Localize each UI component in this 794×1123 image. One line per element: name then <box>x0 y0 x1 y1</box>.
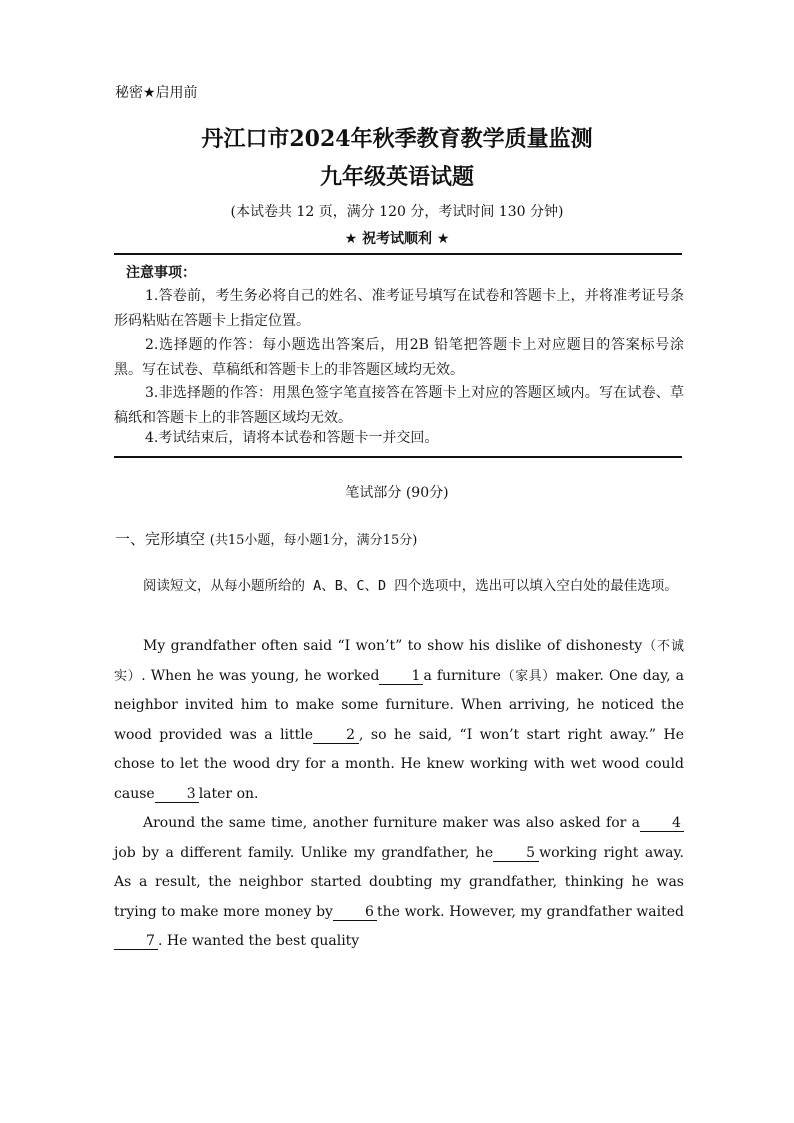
passage-text: . When he was young, he worked <box>141 667 380 684</box>
blank-3: 3 <box>155 786 199 803</box>
gloss-text: （家具） <box>500 668 556 684</box>
passage-text: working right away. As a result, the neighbor started doubting my grandfather, thinking he was trying to make more money by <box>114 844 684 920</box>
blank-2: 2 <box>313 727 359 744</box>
exam-meta: (本试卷共 12 页，满分 120 分，考试时间 130 分钟) <box>230 204 564 220</box>
blank-7: 7 <box>114 933 158 950</box>
gloss-text: （不诚实） <box>114 639 684 684</box>
blank-4: 4 <box>640 815 684 832</box>
passage <box>114 632 684 957</box>
good-luck-line: ★ 祝考试顺利 ★ <box>344 231 450 247</box>
confidential-label: 秘密★启用前 <box>115 85 198 101</box>
notice-item: 2.选择题的作答：每小题选出答案后，用2B 铅笔把答题卡上对应题目的答案标号涂黑。写在试卷、草稿纸和答题卡上的非答题区域均无效。 <box>114 337 684 378</box>
passage-text: My grandfather often said “I won’t” to show his dislike of dishonesty <box>143 638 643 654</box>
exam-subtitle: 九年级英语试题 <box>319 164 474 190</box>
part-heading-note: (共15小题，每小题1分，满分15分) <box>209 533 418 548</box>
notice-item: 1.答卷前，考生务必将自己的姓名、准考证号填写在试卷和答题卡上，并将准考证号条形码粘贴在答题卡上指定位置。 <box>114 288 684 329</box>
passage-text: . He wanted the best quality <box>158 933 360 949</box>
passage-text: later on. <box>198 785 259 802</box>
passage-text: Around the same time, another furniture maker was also asked for a <box>143 815 640 831</box>
notice-item: 4.考试结束后，请将本试卷和答题卡一并交回。 <box>145 430 439 446</box>
top-divider <box>114 253 682 255</box>
part-heading <box>115 528 417 549</box>
section-title: 笔试部分 (90分) <box>345 485 449 501</box>
instruction-text: 阅读短文，从每小题所给的 A、B、C、D 四个选项中，选出可以填入空白处的最佳选项。 <box>143 578 678 594</box>
notice-heading: 注意事项： <box>126 265 196 281</box>
exam-title: 丹江口市2024年秋季教育教学质量监测 <box>201 126 593 152</box>
passage-text: maker. One day, a neighbor invited him to make some furniture. When arriving, he noticed the wood provided was a little <box>114 667 684 743</box>
notice-item: 3.非选择题的作答：用黑色签字笔直接答在答题卡上对应的答题区域内。写在试卷、草稿纸和答题卡上的非答题区域均无效。 <box>114 385 684 426</box>
passage-paragraph-1 <box>114 632 684 809</box>
passage-paragraph-2 <box>114 809 684 957</box>
passage-text: , so he said, “I won’t start right away.” He chose to let the wood dry for a month. He knew working with wet wood could cause <box>114 726 684 802</box>
bottom-divider <box>114 456 682 458</box>
passage-text: the work. However, my grandfather waited <box>376 903 684 920</box>
blank-6: 6 <box>333 904 377 921</box>
blank-1: 1 <box>379 668 423 685</box>
part-heading-title: 一、完形填空 <box>115 530 206 548</box>
passage-text: a furniture <box>423 667 501 684</box>
blank-5: 5 <box>493 845 539 862</box>
passage-text: job by a different family. Unlike my grandfather, he <box>114 844 494 861</box>
